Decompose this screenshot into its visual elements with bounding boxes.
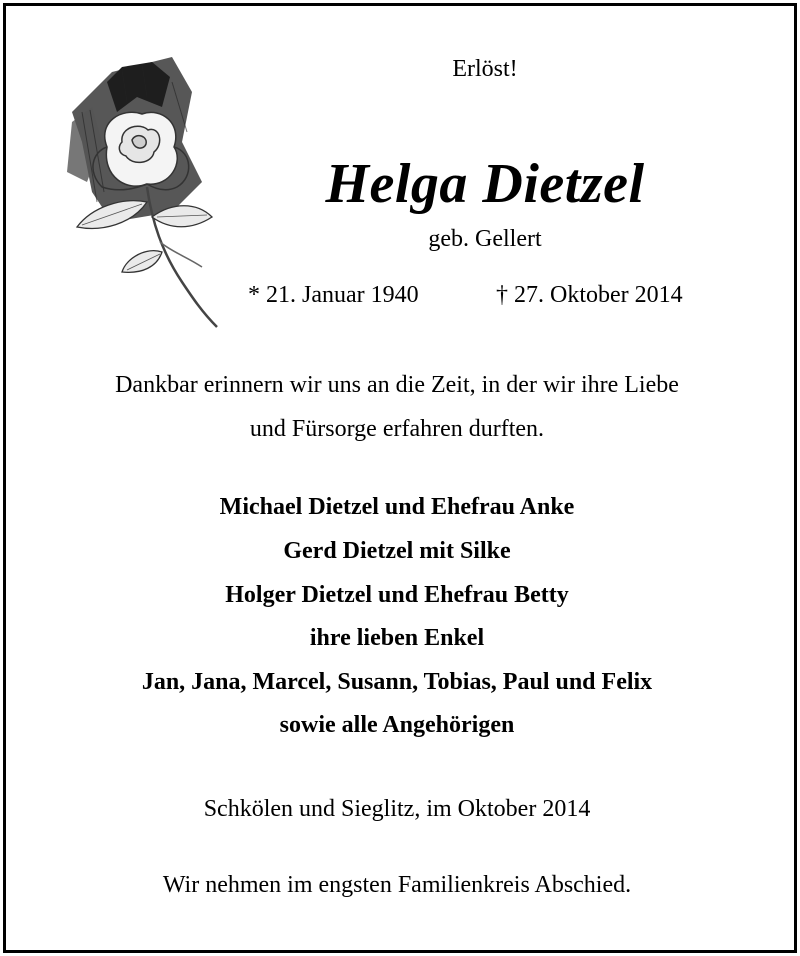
death-date: † 27. Oktober 2014 [496,282,683,308]
mourner-line-5: Jan, Jana, Marcel, Susann, Tobias, Paul und Felix [141,669,653,695]
birth-name: geb. Gellert [428,226,542,252]
mourner-line-4: ihre lieben Enkel [309,625,485,651]
birth-date: * 21. Januar 1940 [248,282,419,308]
memorial-text-line-1: Dankbar erinnern wir uns an die Zeit, in der wir ihre Liebe [115,372,679,398]
deceased-name: Helga Dietzel [325,153,645,215]
mourner-line-6: sowie alle Angehörigen [279,712,515,738]
memorial-text-line-2: und Fürsorge erfahren durften. [249,416,545,442]
mourner-line-3: Holger Dietzel und Ehefrau Betty [225,582,569,608]
mourner-line-2: Gerd Dietzel mit Silke [283,538,511,564]
farewell-note: Wir nehmen im engsten Familienkreis Abschied. [162,872,632,898]
header-exclamation: Erlöst! [452,56,518,82]
mourner-line-1: Michael Dietzel und Ehefrau Anke [219,494,575,520]
place-and-date: Schkölen und Sieglitz, im Oktober 2014 [203,796,591,822]
